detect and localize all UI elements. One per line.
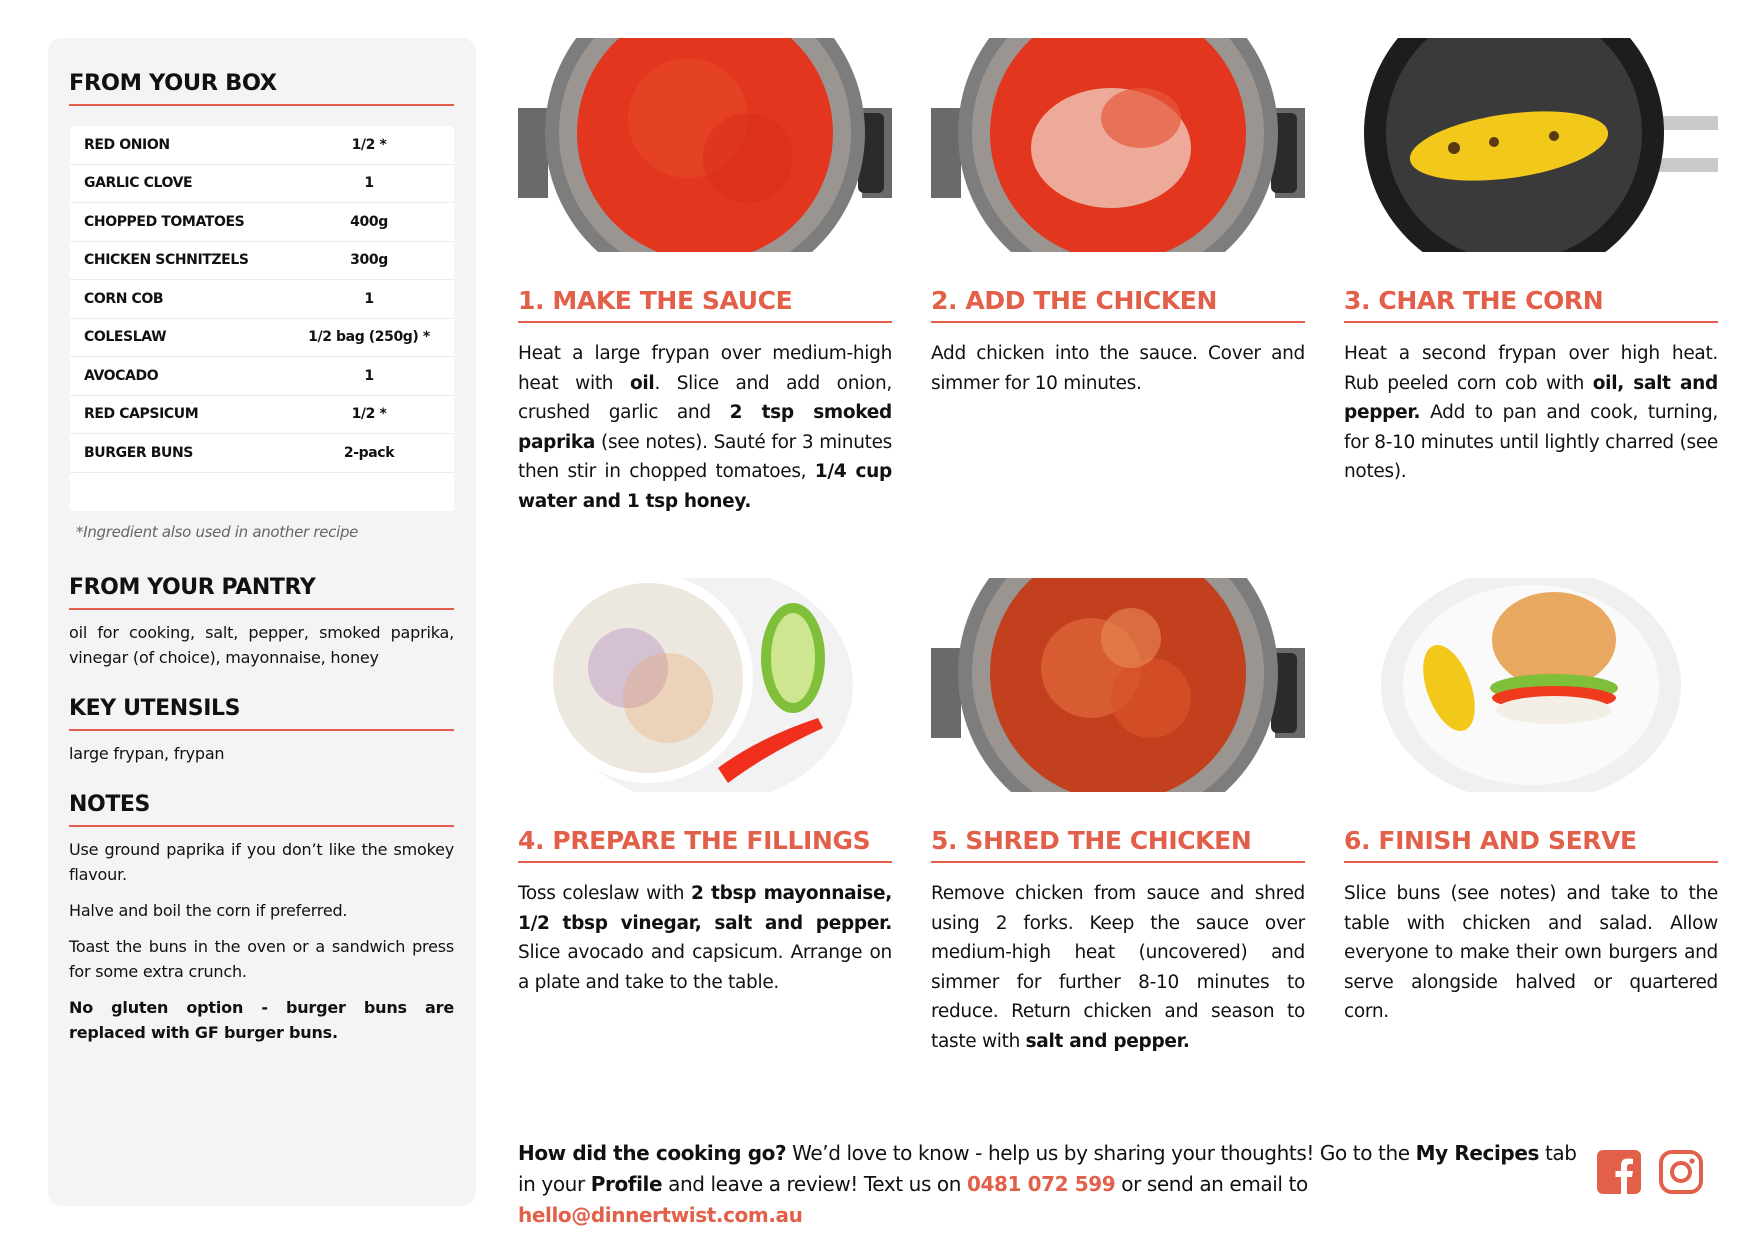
utensils-text: large frypan, frypan (69, 743, 225, 763)
step-2-title: 2. ADD THE CHICKEN (931, 286, 1305, 323)
notes-section (69, 792, 454, 1045)
footer-text-run: Profile (590, 1172, 663, 1196)
ingredient-qty: 300g (350, 252, 388, 269)
ingredient-qty: 1/2 * (351, 136, 387, 153)
notes-list (69, 837, 454, 1045)
ingredient-qty: 2-pack (343, 444, 395, 461)
social-links (1597, 1150, 1703, 1194)
footer-text-run: or send an email to (1115, 1172, 1308, 1196)
ingredient-row (70, 357, 454, 396)
step-6-text-run: Slice buns (see notes) and take to the table with chicken and salad. Allow everyone to make their own burgers and serve alongside halved or quartered corn. (1344, 883, 1718, 1022)
step-5-text (931, 879, 1305, 1056)
ingredient-qty: 400g (350, 213, 388, 230)
pantry-section (69, 575, 454, 670)
step-1-title: 1. MAKE THE SAUCE (518, 286, 892, 323)
step-4-text-run: 2 tbsp mayonnaise, 1/2 tbsp vinegar, salt and pepper. (518, 883, 892, 934)
ingredient-row (70, 126, 454, 165)
ingredient-qty: 1 (364, 290, 374, 307)
step-1-text-run: . Slice and add onion, crushed garlic and (518, 372, 892, 423)
ingredient-name: GARLIC CLOVE (84, 175, 193, 192)
ingredient-name: AVOCADO (84, 367, 159, 384)
pantry-title: FROM YOUR PANTRY (69, 575, 454, 610)
footer-text-run: tab in your (518, 1141, 1577, 1196)
ingredient-name: CHOPPED TOMATOES (84, 213, 245, 230)
ingredient-row (70, 396, 454, 435)
step-4-text (518, 879, 892, 997)
ingredient-row (70, 280, 454, 319)
facebook-icon[interactable] (1597, 1150, 1641, 1194)
step-1-text-run: (see notes). Sauté for 3 minutes then stir in chopped tomatoes, (518, 431, 892, 482)
step-3-photo (1344, 38, 1718, 252)
step-3-text (1344, 339, 1718, 487)
step-3-title: 3. CHAR THE CORN (1344, 286, 1718, 323)
ingredient-footnote: *Ingredient also used in another recipe (76, 522, 359, 541)
ingredient-name: RED ONION (84, 136, 170, 153)
footer-text-run: My Recipes (1415, 1141, 1539, 1165)
note-item: Use ground paprika if you don’t like the smokey flavour. (69, 839, 454, 884)
step-3-text-run: Heat a second frypan over high heat. Rub peeled corn cob with (1344, 343, 1718, 394)
step-5-text-run: salt and pepper. (1025, 1030, 1190, 1052)
ingredient-name: RED CAPSICUM (84, 406, 199, 423)
step-1-text-run: 2 tsp smoked paprika (518, 402, 892, 453)
ingredient-row-empty (70, 473, 454, 511)
step-6-title: 6. FINISH AND SERVE (1344, 826, 1718, 863)
ingredient-qty: 1/2 * (351, 406, 387, 423)
feedback-footer (518, 1138, 1578, 1231)
step-6-text (1344, 879, 1718, 1027)
step-4-text-run: Toss coleslaw with (518, 883, 692, 904)
ingredient-qty: 1 (364, 367, 374, 384)
ingredient-name: BURGER BUNS (84, 444, 193, 461)
step-6-photo (1344, 578, 1718, 792)
notes-title: NOTES (69, 792, 454, 827)
step-1-text-run: oil (629, 372, 655, 394)
footer-text-run[interactable]: 0481 072 599 (967, 1172, 1116, 1196)
step-2-text (931, 339, 1305, 398)
ingredient-row (70, 242, 454, 281)
step-5 (931, 578, 1305, 1056)
step-1-photo (518, 38, 892, 252)
ingredient-name: COLESLAW (84, 329, 167, 346)
instagram-icon[interactable] (1659, 1150, 1703, 1194)
step-2-text-run: Add chicken into the sauce. Cover and simmer for 10 minutes. (931, 343, 1305, 394)
step-4-text-run: Slice avocado and capsicum. Arrange on a plate and take to the table. (518, 942, 892, 993)
ingredient-qty: 1/2 bag (250g) * (308, 329, 430, 346)
step-5-title: 5. SHRED THE CHICKEN (931, 826, 1305, 863)
ingredient-qty: 1 (364, 175, 374, 192)
note-item: Toast the buns in the oven or a sandwich press for some extra crunch. (69, 936, 454, 981)
ingredient-table (70, 126, 454, 511)
step-3-text-run: Add to pan and cook, turning, for 8-10 minutes until lightly charred (see notes). (1344, 402, 1718, 482)
ingredient-row (70, 165, 454, 204)
step-1-text-run: Heat a large frypan over medium-high heat with (518, 343, 892, 394)
step-4 (518, 578, 892, 997)
ingredient-row (70, 203, 454, 242)
footer-text-run: We’d love to know - help us by sharing your thoughts! Go to the (786, 1141, 1416, 1165)
from-your-box-title: FROM YOUR BOX (69, 70, 454, 106)
step-5-photo (931, 578, 1305, 792)
ingredients-sidebar (48, 38, 476, 1206)
step-2-photo (931, 38, 1305, 252)
step-6 (1344, 578, 1718, 1027)
step-4-title: 4. PREPARE THE FILLINGS (518, 826, 892, 863)
footer-text-run: and leave a review! Text us on (662, 1172, 967, 1196)
footer-text-run[interactable]: hello@dinnertwist.com.au (518, 1203, 803, 1227)
step-1-text (518, 339, 892, 516)
ingredient-row (70, 319, 454, 358)
step-4-photo (518, 578, 892, 792)
step-1 (518, 38, 892, 516)
step-5-text-run: Remove chicken from sauce and shred using 2 forks. Keep the sauce over medium-high heat (uncovered) and simmer for further 8-10 minutes to reduce. Return chicken and season to taste with (931, 883, 1305, 1052)
step-3 (1344, 38, 1718, 487)
utensils-section (69, 696, 454, 766)
ingredient-name: CORN COB (84, 290, 164, 307)
utensils-title: KEY UTENSILS (69, 696, 454, 731)
note-item-gluten-free: No gluten option - burger buns are replaced with GF burger buns. (69, 997, 454, 1042)
step-2 (931, 38, 1305, 398)
footer-text-run: How did the cooking go? (518, 1141, 787, 1165)
step-3-text-run: oil, salt and pepper. (1344, 372, 1718, 423)
pantry-text: oil for cooking, salt, pepper, smoked paprika, vinegar (of choice), mayonnaise, honey (69, 622, 454, 667)
ingredient-row (70, 434, 454, 473)
step-1-text-run: 1/4 cup water and 1 tsp honey. (518, 461, 892, 512)
note-item: Halve and boil the corn if preferred. (69, 900, 348, 920)
ingredient-name: CHICKEN SCHNITZELS (84, 252, 249, 269)
